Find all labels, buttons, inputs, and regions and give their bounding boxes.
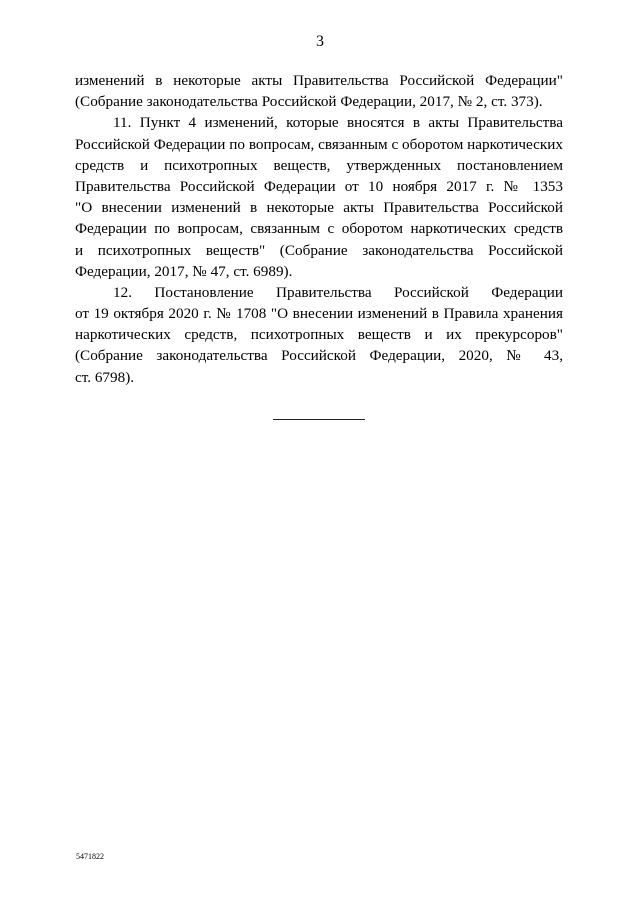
text-line: от 19 октября 2020 г. № 1708 "О внесении изменений в Правила хранения — [75, 305, 563, 323]
text-line: изменений в некоторые акты Правительства Российской Федерации" — [75, 72, 563, 89]
text-line: Правительства Российской Федерации от 10 ноября 2017 г. № 1353 — [75, 177, 563, 195]
paragraph-item-12 — [75, 282, 563, 388]
text-line: (Собрание законодательства Российской Федерации, 2017, № 2, ст. 373). — [75, 93, 543, 111]
paragraph-continuation — [75, 70, 563, 112]
page-number: 3 — [316, 33, 324, 50]
text-line: средств и психотропных веществ, утвержденных постановлением — [75, 156, 563, 174]
text-line: наркотических средств, психотропных веществ и их прекурсоров" — [75, 326, 563, 344]
text-line: ст. 6798). — [75, 368, 135, 386]
document-footer-code: 5471822 — [76, 852, 104, 861]
text-line: "О внесении изменений в некоторые акты Правительства Российской — [75, 199, 563, 217]
document-body — [75, 70, 563, 388]
paragraph-item-11 — [75, 112, 563, 282]
text-line: 11. Пункт 4 изменений, которые вносятся в акты Правительства — [113, 114, 563, 132]
end-separator-line — [273, 419, 365, 420]
text-line: (Собрание законодательства Российской Федерации, 2020, № 43, — [75, 347, 563, 365]
text-line: 12. Постановление Правительства Российской Федерации — [113, 283, 563, 301]
text-line: и психотропных веществ" (Собрание законодательства Российской — [75, 241, 563, 259]
text-line: Федерации, 2017, № 47, ст. 6989). — [75, 262, 293, 280]
text-line: Российской Федерации по вопросам, связанным с оборотом наркотических — [75, 135, 563, 153]
text-line: Федерации по вопросам, связанным с оборотом наркотических средств — [75, 220, 563, 238]
